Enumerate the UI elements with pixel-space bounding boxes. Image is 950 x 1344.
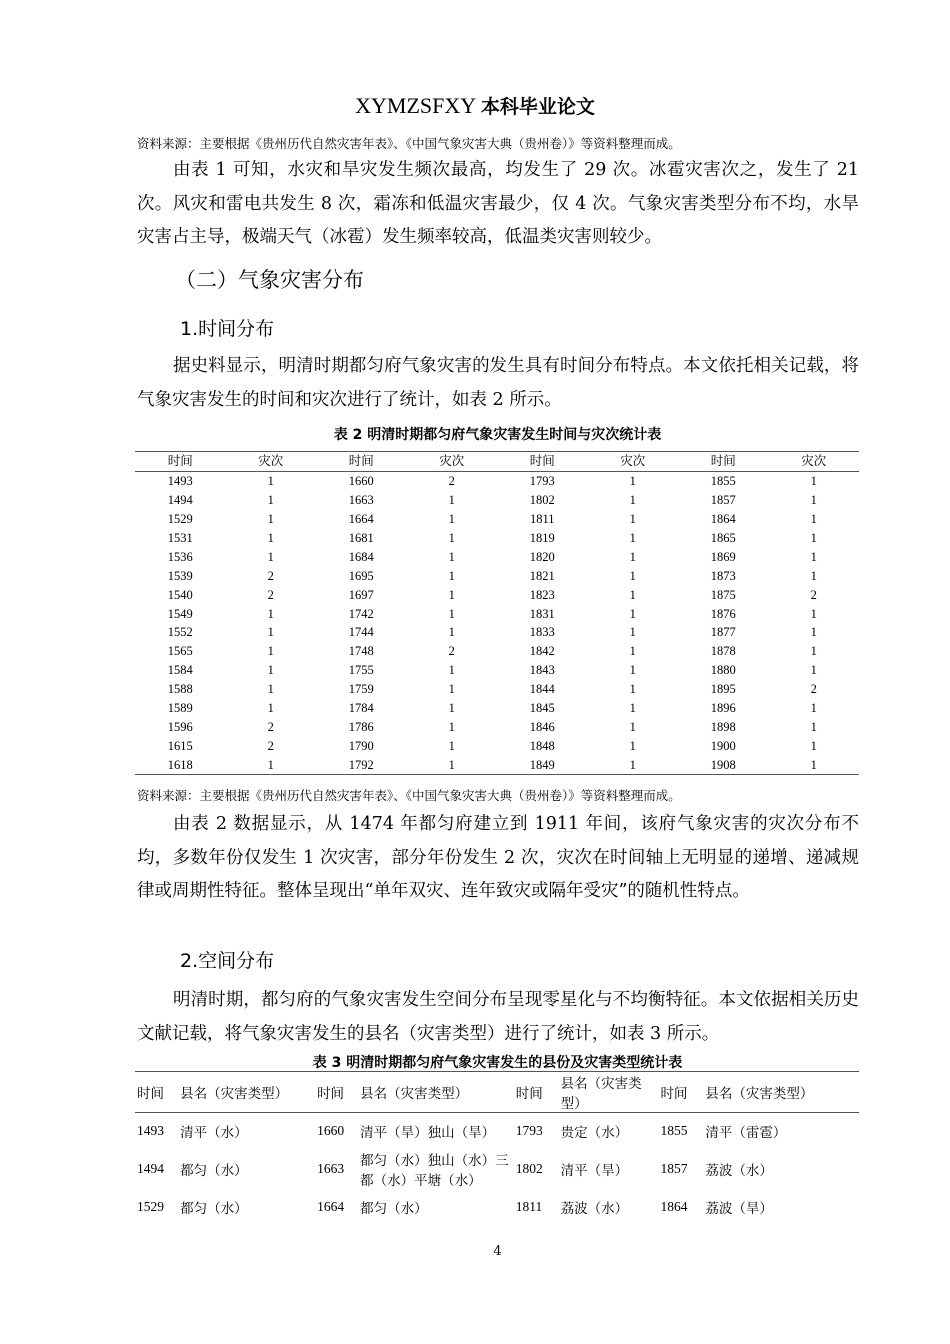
table-cell: 都匀（水）独山（水）三都（水）平塘（水） [360, 1152, 509, 1188]
table-cell: 1 [629, 701, 636, 716]
table-cell: 1584 [167, 663, 193, 678]
table-cell: 1 [267, 512, 274, 527]
table-cell: 1857 [660, 1160, 688, 1176]
table-cell: 1493 [137, 1122, 164, 1138]
column-header: 时间 [514, 1072, 559, 1113]
table-cell: 1565 [167, 644, 193, 659]
table-cell: 1 [810, 568, 817, 583]
table-cell: 1 [448, 757, 455, 772]
table-cell: 1784 [348, 701, 374, 716]
table-cell: 1 [629, 644, 636, 659]
table-row [135, 642, 859, 661]
table-cell: 清平（旱） [560, 1162, 629, 1178]
table-cell: 1864 [710, 512, 736, 527]
table-cell: 2 [267, 568, 274, 583]
table-cell: 1 [629, 625, 636, 640]
column-header: 灾次 [769, 452, 860, 472]
column-header: 县名（灾害类型） [358, 1072, 514, 1113]
table-cell: 1 [629, 719, 636, 734]
table-cell: 1878 [710, 644, 736, 659]
table-cell: 1823 [529, 587, 555, 602]
column-header: 县名（灾害类型） [178, 1072, 315, 1113]
table-cell: 1880 [710, 663, 736, 678]
header-cjk: 本科毕业论文 [480, 96, 595, 118]
column-header: 时间 [135, 1072, 178, 1113]
table-cell: 1529 [137, 1198, 164, 1214]
table-cell: 2 [267, 587, 274, 602]
table-cell: 1663 [348, 493, 374, 508]
table-cell: 1792 [348, 757, 374, 772]
table-cell: 1790 [348, 738, 374, 753]
table-cell: 1820 [529, 549, 555, 564]
table-cell: 2 [448, 644, 455, 659]
table-cell: 清平（雷雹） [705, 1124, 787, 1140]
table-cell: 1681 [348, 531, 374, 545]
table-cell: 1660 [348, 474, 374, 489]
table-cell: 1 [810, 531, 817, 545]
table-cell: 1 [448, 587, 455, 602]
table-caption: 表 3 明清时期都匀府气象灾害发生的县份及灾害类型统计表 [312, 1055, 683, 1071]
table-row [135, 680, 859, 699]
paragraph: 明清时期，都匀府的气象灾害发生空间分布呈现零星化与不均衡特征。本文依据相关历史文献记载，将气象灾害发生的县名（灾害类型）进行了统计，如表 3 所示。 [137, 990, 859, 1044]
table-cell: 1 [629, 738, 636, 753]
table-cell: 2 [267, 719, 274, 734]
table-cell: 1833 [529, 625, 555, 640]
table-cell: 1 [448, 663, 455, 678]
table-cell: 1494 [167, 493, 193, 508]
table-cell: 都匀（水） [180, 1200, 248, 1216]
table-cell: 1 [267, 474, 274, 489]
column-header: 时间 [497, 452, 588, 472]
table-cell: 1831 [529, 606, 555, 621]
table-cell: 1618 [167, 757, 193, 772]
table-cell: 1 [448, 568, 455, 583]
table-cell: 1 [448, 738, 455, 753]
table-cell: 1 [629, 474, 636, 489]
table-cell: 1 [629, 757, 636, 772]
table-cell: 1 [810, 474, 817, 489]
table-cell: 1 [810, 719, 817, 734]
table-cell: 1821 [529, 568, 555, 583]
table-cell: 1900 [710, 738, 736, 753]
table-cell: 荔波（水） [705, 1162, 773, 1178]
table-cell: 清平（旱）独山（旱） [360, 1124, 496, 1140]
table-cell: 1664 [348, 512, 374, 527]
table-cell: 1755 [348, 663, 374, 678]
table-cell: 1664 [317, 1198, 345, 1214]
table-cell: 1 [810, 757, 817, 772]
table-cell: 1845 [529, 701, 555, 716]
table-row [135, 491, 859, 510]
table-cell: 1684 [348, 549, 374, 564]
paragraph: 由表 2 数据显示，从 1474 年都匀府建立到 1911 年间，该府气象灾害的灾次分布不均，多数年份仅发生 1 次灾害，部分年份发生 2 次，灾次在时间轴上无明显的递增、递减规律或周期性特征。整体呈现出“单年双灾、连年致灾或隔年受灾”的随机性特点。 [137, 814, 859, 901]
section-heading: （二）气象灾害分布 [175, 268, 364, 292]
table-cell: 2 [448, 474, 455, 489]
table-row [135, 529, 859, 548]
table-cell: 1857 [710, 493, 736, 508]
table-row [135, 717, 859, 736]
table-cell: 1 [810, 512, 817, 527]
table-cell: 1 [629, 531, 636, 545]
table-cell: 1869 [710, 549, 736, 564]
table-cell: 1494 [137, 1160, 164, 1176]
table-cell: 1793 [515, 1122, 543, 1138]
column-header: 灾次 [407, 452, 498, 472]
column-header: 县名（灾害类型） [559, 1072, 659, 1113]
table-cell: 1 [810, 738, 817, 753]
table-cell: 1873 [710, 568, 736, 583]
table-cell: 1 [629, 493, 636, 508]
table-cell: 1875 [710, 587, 736, 602]
table-cell: 1615 [167, 738, 193, 753]
table-cell: 1529 [167, 512, 193, 527]
table-cell: 1896 [710, 701, 736, 716]
table-cell: 1 [629, 549, 636, 564]
table-cell: 1 [629, 663, 636, 678]
table-cell: 1842 [529, 644, 555, 659]
table-cell: 1697 [348, 587, 374, 602]
table-cell: 1596 [167, 719, 193, 734]
table-cell: 1 [448, 493, 455, 508]
source-note: 资料来源：主要根据《贵州历代自然灾害年表》、《中国气象灾害大典（贵州卷）》等资料整理而成。 [137, 136, 681, 151]
column-header: 时间 [658, 1072, 703, 1113]
table-cell: 清平（水） [180, 1124, 248, 1140]
column-header: 灾次 [226, 452, 317, 472]
table-cell: 1588 [167, 682, 193, 697]
table-cell: 1660 [317, 1122, 345, 1138]
table-row [135, 755, 859, 774]
table-cell: 1759 [348, 682, 374, 697]
table-cell: 2 [810, 587, 817, 602]
column-header: 县名（灾害类型） [703, 1072, 859, 1113]
table-cell: 1849 [529, 757, 555, 772]
page-header [0, 92, 950, 119]
table-cell: 1898 [710, 719, 736, 734]
table-cell: 1549 [167, 606, 193, 621]
table-cell: 1877 [710, 625, 736, 640]
table-cell: 1793 [529, 474, 555, 489]
disaster-frequency-table [135, 451, 859, 775]
table-row [135, 510, 859, 529]
table-cell: 1855 [660, 1122, 688, 1138]
table-cell: 2 [810, 682, 817, 697]
table-row [135, 547, 859, 566]
table-cell: 2 [267, 738, 274, 753]
table-cell: 1536 [167, 549, 193, 564]
table-cell: 都匀（水） [360, 1200, 428, 1216]
table-cell: 1895 [710, 682, 736, 697]
table-row [135, 566, 859, 585]
table-cell: 1 [267, 701, 274, 716]
table-cell: 1540 [167, 587, 193, 602]
paragraph: 据史料显示，明清时期都匀府气象灾害的发生具有时间分布特点。本文依托相关记载，将气象灾害发生的时间和灾次进行了统计，如表 2 所示。 [137, 356, 859, 410]
table-row [135, 1189, 859, 1225]
table-cell: 1 [267, 606, 274, 621]
table-cell: 1864 [660, 1198, 688, 1214]
table-cell: 1 [810, 644, 817, 659]
table-row [135, 661, 859, 680]
table-cell: 荔波（旱） [705, 1200, 773, 1216]
table-cell: 1748 [348, 644, 374, 659]
table-cell: 1 [629, 568, 636, 583]
table-cell: 1 [448, 719, 455, 734]
page-number: 4 [493, 1244, 502, 1259]
table-cell: 都匀（水） [180, 1162, 248, 1178]
table-row [135, 623, 859, 642]
table-cell: 1742 [348, 606, 374, 621]
table-row [135, 471, 859, 490]
table-cell: 1 [267, 531, 274, 545]
table-cell: 1589 [167, 701, 193, 716]
table-cell: 贵定（水） [560, 1124, 629, 1140]
column-header: 灾次 [588, 452, 679, 472]
table-cell: 1802 [515, 1160, 543, 1176]
table-cell: 1908 [710, 757, 736, 772]
table-cell: 1 [810, 606, 817, 621]
table-cell: 1846 [529, 719, 555, 734]
table-row [135, 1149, 859, 1189]
subsection-heading: 1.时间分布 [180, 318, 275, 340]
column-header: 时间 [135, 452, 226, 472]
table-cell: 1 [810, 663, 817, 678]
table-cell: 1876 [710, 606, 736, 621]
source-note: 资料来源：主要根据《贵州历代自然灾害年表》、《中国气象灾害大典（贵州卷）》等资料整理而成。 [137, 788, 681, 803]
table-cell: 1843 [529, 663, 555, 678]
table-cell: 1 [267, 757, 274, 772]
table-cell: 1855 [710, 474, 736, 489]
table-cell: 1663 [317, 1160, 345, 1176]
table-cell: 1848 [529, 738, 555, 753]
table-cell: 1695 [348, 568, 374, 583]
table-cell: 1819 [529, 531, 555, 545]
table-cell: 1844 [529, 682, 555, 697]
table-cell: 1 [448, 531, 455, 545]
header-latin: XYMZSFXY [355, 93, 476, 118]
paragraph: 由表 1 可知，水灾和旱灾发生频次最高，均发生了 29 次。冰雹灾害次之，发生了 21 次。风灾和雷电共发生 8 次，霜冻和低温灾害最少，仅 4 次。气象灾害类型分布不均，水旱灾害占主导，极端天气（冰雹）发生频率较高，低温类灾害则较少。 [137, 160, 859, 247]
table-cell: 1 [810, 549, 817, 564]
table-cell: 1 [810, 493, 817, 508]
table-cell: 1 [810, 625, 817, 640]
column-header: 时间 [678, 452, 769, 472]
column-header: 时间 [315, 1072, 358, 1113]
table-cell: 1 [810, 701, 817, 716]
table-cell: 1 [448, 701, 455, 716]
table-cell: 1 [629, 606, 636, 621]
table-cell: 1 [267, 493, 274, 508]
column-header: 时间 [316, 452, 407, 472]
table-row [135, 1113, 859, 1149]
table-row [135, 736, 859, 755]
table-cell: 1 [267, 682, 274, 697]
table-cell: 1 [267, 663, 274, 678]
table-cell: 1 [267, 549, 274, 564]
table-cell: 1531 [167, 531, 193, 545]
table-cell: 1 [448, 682, 455, 697]
table-cell: 1865 [710, 531, 736, 545]
table-cell: 1493 [167, 474, 193, 489]
table-cell: 荔波（水） [560, 1200, 629, 1216]
table-cell: 1 [448, 606, 455, 621]
table-cell: 1552 [167, 625, 193, 640]
subsection-heading: 2.空间分布 [180, 950, 275, 972]
table-cell: 1 [629, 512, 636, 527]
table-cell: 1 [629, 682, 636, 697]
table-cell: 1 [267, 625, 274, 640]
table-cell: 1 [267, 644, 274, 659]
table-cell: 1 [448, 512, 455, 527]
table-cell: 1539 [167, 568, 193, 583]
table-cell: 1811 [515, 1198, 543, 1214]
table-cell: 1 [448, 549, 455, 564]
table-row [135, 604, 859, 623]
table-cell: 1811 [529, 512, 555, 527]
table-cell: 1 [448, 625, 455, 640]
county-disaster-table [135, 1071, 859, 1225]
table-caption: 表 2 明清时期都匀府气象灾害发生时间与灾次统计表 [333, 427, 662, 443]
table-cell: 1802 [529, 493, 555, 508]
table-cell: 1 [629, 587, 636, 602]
table-row [135, 699, 859, 718]
table-row [135, 585, 859, 604]
table-cell: 1786 [348, 719, 374, 734]
table-cell: 1744 [348, 625, 374, 640]
